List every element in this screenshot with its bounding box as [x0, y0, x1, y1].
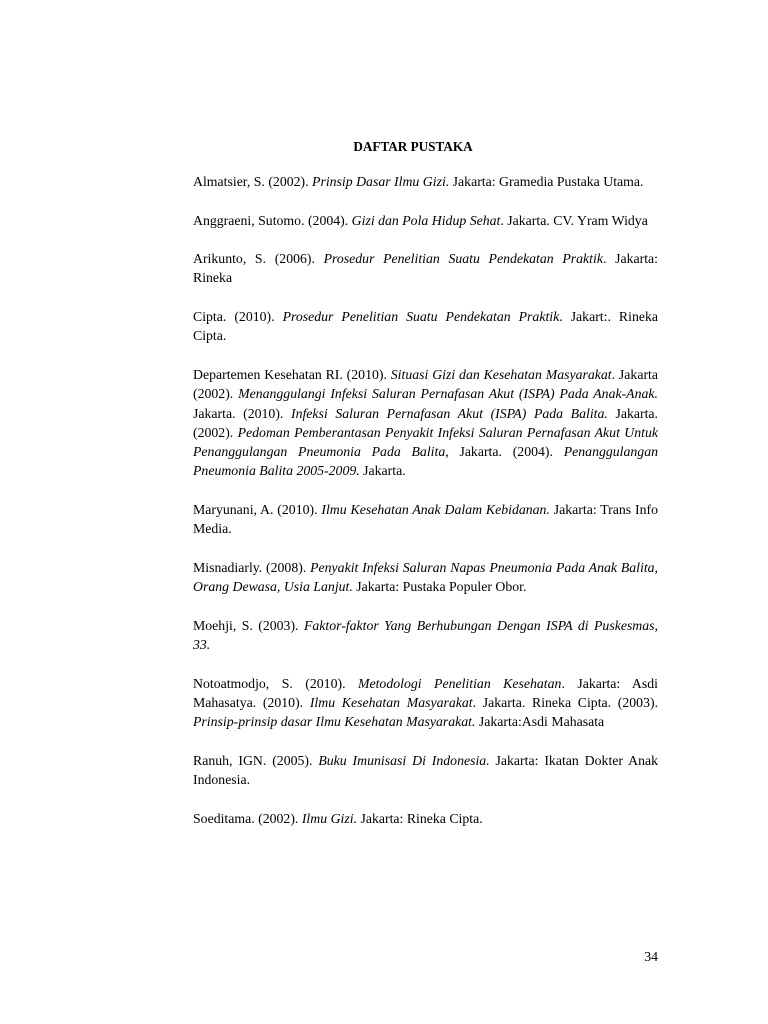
reference-text: Jakarta:Asdi Mahasata: [475, 714, 605, 730]
reference-text: Jakarta. (2002).: [193, 405, 658, 440]
reference-title: Pedoman Pemberantasan Penyakit Infeksi Saluran Pernafasan Akut Untuk Penanggulangan Pneumonia Pada Balita,: [193, 424, 658, 460]
reference-title: Prosedur Penelitian Suatu Pendekatan Praktik: [323, 251, 603, 267]
reference-title: Ilmu Gizi.: [301, 810, 358, 826]
reference-title: Situasi Gizi dan Kesehatan Masyarakat: [390, 366, 612, 382]
reference-text: . Jakarta: Rineka: [193, 251, 658, 286]
reference-text: Jakarta. (2004).: [448, 444, 564, 460]
reference-entry: [193, 211, 658, 230]
reference-entry: [193, 365, 658, 481]
reference-text: Arikunto, S. (2006).: [193, 251, 324, 267]
reference-entry: [193, 751, 658, 790]
reference-title: Buku Imunisasi Di Indonesia.: [318, 752, 490, 768]
reference-title: Prosedur Penelitian Suatu Pendekatan Praktik: [282, 309, 560, 325]
reference-title: Metodologi Penelitian Kesehatan: [357, 675, 562, 691]
reference-title: Penanggulangan Pneumonia Balita 2005-2009.: [193, 444, 658, 479]
reference-entry: [193, 616, 658, 655]
reference-text: Jakarta. (2010).: [193, 405, 291, 421]
reference-text: Jakarta.: [359, 463, 406, 479]
page-number: 34: [644, 949, 658, 964]
reference-text: Cipta. (2010).: [193, 309, 283, 325]
reference-text: Misnadiarly. (2008).: [193, 559, 311, 575]
reference-entry: [193, 249, 658, 288]
reference-entry: [193, 307, 658, 346]
reference-title: Infeksi Saluran Pernafasan Akut (ISPA) Pada Balita.: [290, 405, 608, 421]
reference-text: Jakarta: Gramedia Pustaka Utama.: [449, 174, 644, 189]
reference-text: Jakarta: Pustaka Populer Obor.: [352, 579, 527, 595]
reference-text: Maryunani, A. (2010).: [193, 502, 322, 518]
reference-title: Ilmu Kesehatan Anak Dalam Kebidanan.: [321, 502, 550, 518]
reference-text: . Jakart:. Rineka Cipta.: [193, 309, 658, 344]
reference-text: Notoatmodjo, S. (2010).: [193, 675, 358, 691]
reference-text: Soeditama. (2002).: [193, 810, 302, 826]
reference-entry: [193, 809, 658, 828]
reference-text: . Jakarta (2002).: [193, 366, 658, 402]
reference-text: Ranuh, IGN. (2005).: [193, 752, 319, 768]
reference-title: Faktor-faktor Yang Berhubungan Dengan ISPA di Puskesmas, 33.: [193, 617, 658, 653]
reference-text: Anggraeni, Sutomo. (2004).: [193, 212, 352, 228]
reference-text: Jakarta: Trans Info Media.: [193, 502, 658, 537]
reference-text: Almatsier, S. (2002).: [193, 174, 313, 189]
reference-entry: [193, 558, 658, 597]
reference-list: [193, 172, 658, 847]
reference-text: Jakarta: Ikatan Dokter Anak Indonesia.: [193, 752, 658, 788]
reference-text: . Jakarta: Asdi Mahasatya. (2010).: [193, 675, 658, 711]
reference-title: Prinsip Dasar Ilmu Gizi.: [312, 174, 450, 189]
reference-title: Penyakit Infeksi Saluran Napas Pneumonia Pada Anak Balita, Orang Dewasa, Usia Lanjut.: [193, 559, 659, 595]
reference-title: Gizi dan Pola Hidup Sehat: [351, 212, 501, 228]
reference-text: Departemen Kesehatan RI. (2010).: [193, 366, 391, 382]
reference-text: Jakarta: Rineka Cipta.: [357, 810, 483, 826]
reference-text: . Jakarta. Rineka Cipta. (2003).: [472, 695, 659, 711]
reference-entry: [193, 172, 658, 191]
reference-entry: [193, 500, 658, 539]
reference-text: Moehji, S. (2003).: [193, 617, 304, 633]
page-title: DAFTAR PUSTAKA: [353, 139, 473, 154]
reference-title: Ilmu Kesehatan Masyarakat: [309, 695, 473, 711]
reference-title: Prinsip-prinsip dasar Ilmu Kesehatan Masyarakat.: [193, 714, 476, 730]
reference-title: Menanggulangi Infeksi Saluran Pernafasan Akut (ISPA) Pada Anak-Anak.: [238, 386, 658, 402]
reference-text: . Jakarta. CV. Yram Widya: [500, 212, 648, 228]
reference-entry: [193, 674, 658, 732]
